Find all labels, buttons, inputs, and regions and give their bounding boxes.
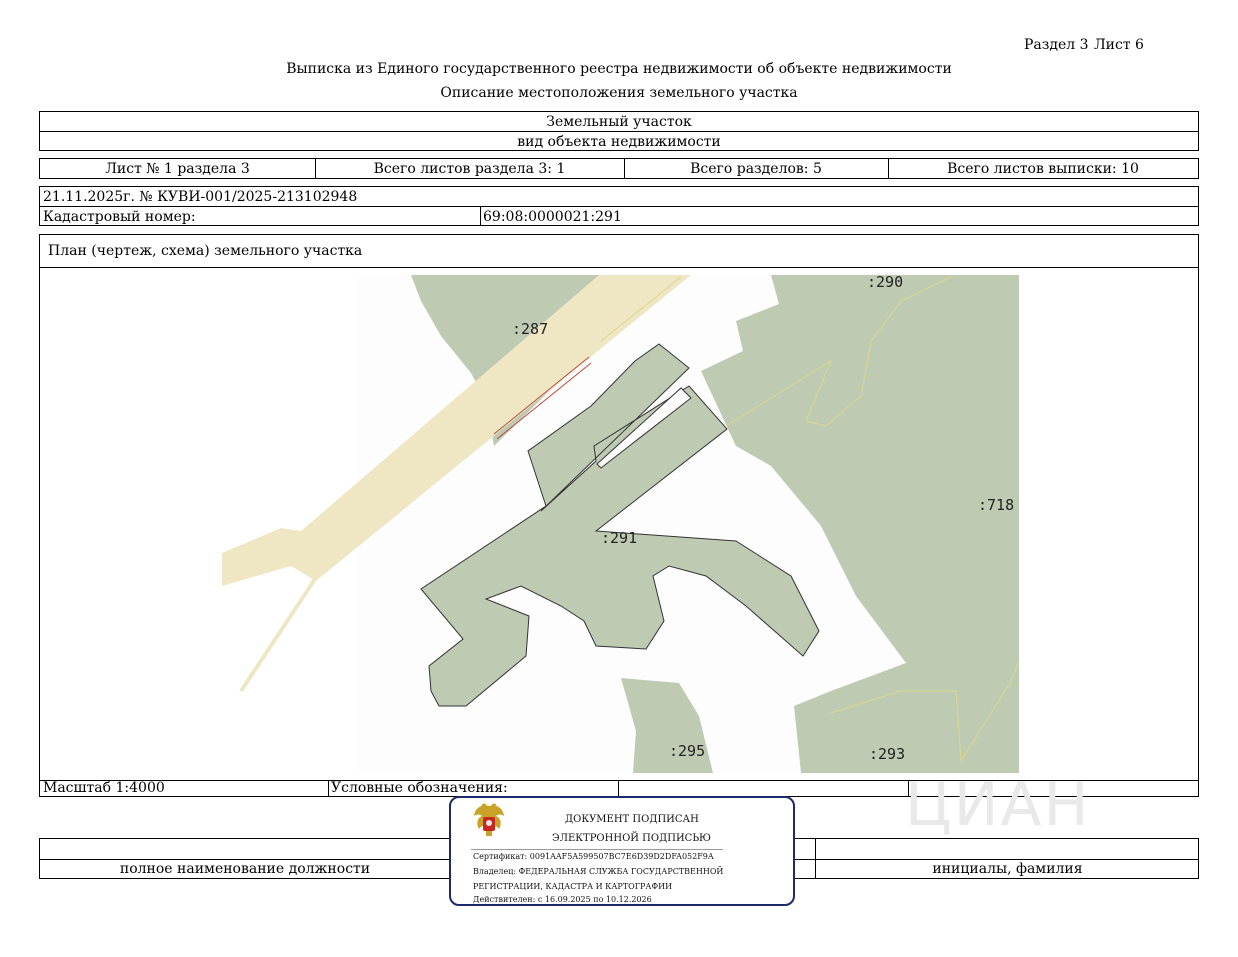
name-caption: инициалы, фамилия [932, 861, 1083, 877]
document-subtitle: Описание местоположения земельного участка [440, 85, 798, 101]
position-caption: полное наименование должности [119, 861, 371, 877]
total-extract-sheets: Всего листов выписки: 10 [947, 160, 1139, 177]
map-scale: Масштаб 1:4000 [43, 780, 165, 796]
object-type-caption: вид объекта недвижимости [517, 133, 721, 150]
plan-title: План (чертеж, схема) земельного участка [48, 243, 363, 259]
electronic-signature-stamp [449, 796, 795, 906]
sheet-number: Лист № 1 раздела 3 [105, 160, 250, 177]
stamp-line-1: ДОКУМЕНТ ПОДПИСАН [565, 814, 699, 825]
sheet-label: Лист 6 [1094, 37, 1144, 53]
total-section-sheets: Всего листов раздела 3: 1 [373, 160, 566, 177]
stamp-certificate: Сертификат: 0091AAF5A599507BC7E6D39D2DFA052F9A [473, 852, 714, 861]
cadastral-value: 69:08:0000021:291 [483, 208, 622, 225]
sheets-row [39, 158, 1199, 179]
record-date-number: 21.11.2025г. № КУВИ-001/2025-213102948 [40, 187, 1198, 207]
section-label: Раздел 3 [1024, 37, 1089, 53]
stamp-owner-line-1: Владелец: ФЕДЕРАЛЬНАЯ СЛУЖБА ГОСУДАРСТВЕННОЙ [473, 867, 724, 876]
cadastral-map [40, 268, 1198, 780]
watermark: ЦИАН [905, 770, 1091, 840]
legend-label: Условные обозначения: [331, 780, 508, 796]
object-type-value: Земельный участок [40, 112, 1198, 132]
plan-frame [39, 234, 1199, 797]
parcel-label-287: :287 [512, 320, 549, 338]
russian-coat-of-arms-icon [471, 802, 507, 842]
stamp-validity: Действителен: с 16.09.2025 по 10.12.2026 [473, 895, 652, 904]
parcel-label-291: :291 [601, 529, 638, 547]
parcel-label-293: :293 [869, 745, 906, 763]
object-type-table [39, 111, 1199, 151]
stamp-owner-line-2: РЕГИСТРАЦИИ, КАДАСТРА И КАРТОГРАФИИ [473, 882, 673, 891]
stamp-line-2: ЭЛЕКТРОННОЙ ПОДПИСЬЮ [552, 833, 711, 844]
parcel-label-295: :295 [669, 742, 706, 760]
parcel-label-718: :718 [978, 496, 1015, 514]
parcel-label-290: :290 [867, 273, 904, 291]
record-table [39, 186, 1199, 226]
document-title: Выписка из Единого государственного реестра недвижимости об объекте недвижимости [286, 61, 952, 77]
total-sections: Всего разделов: 5 [690, 160, 822, 177]
cadastral-label: Кадастровый номер: [43, 208, 196, 225]
